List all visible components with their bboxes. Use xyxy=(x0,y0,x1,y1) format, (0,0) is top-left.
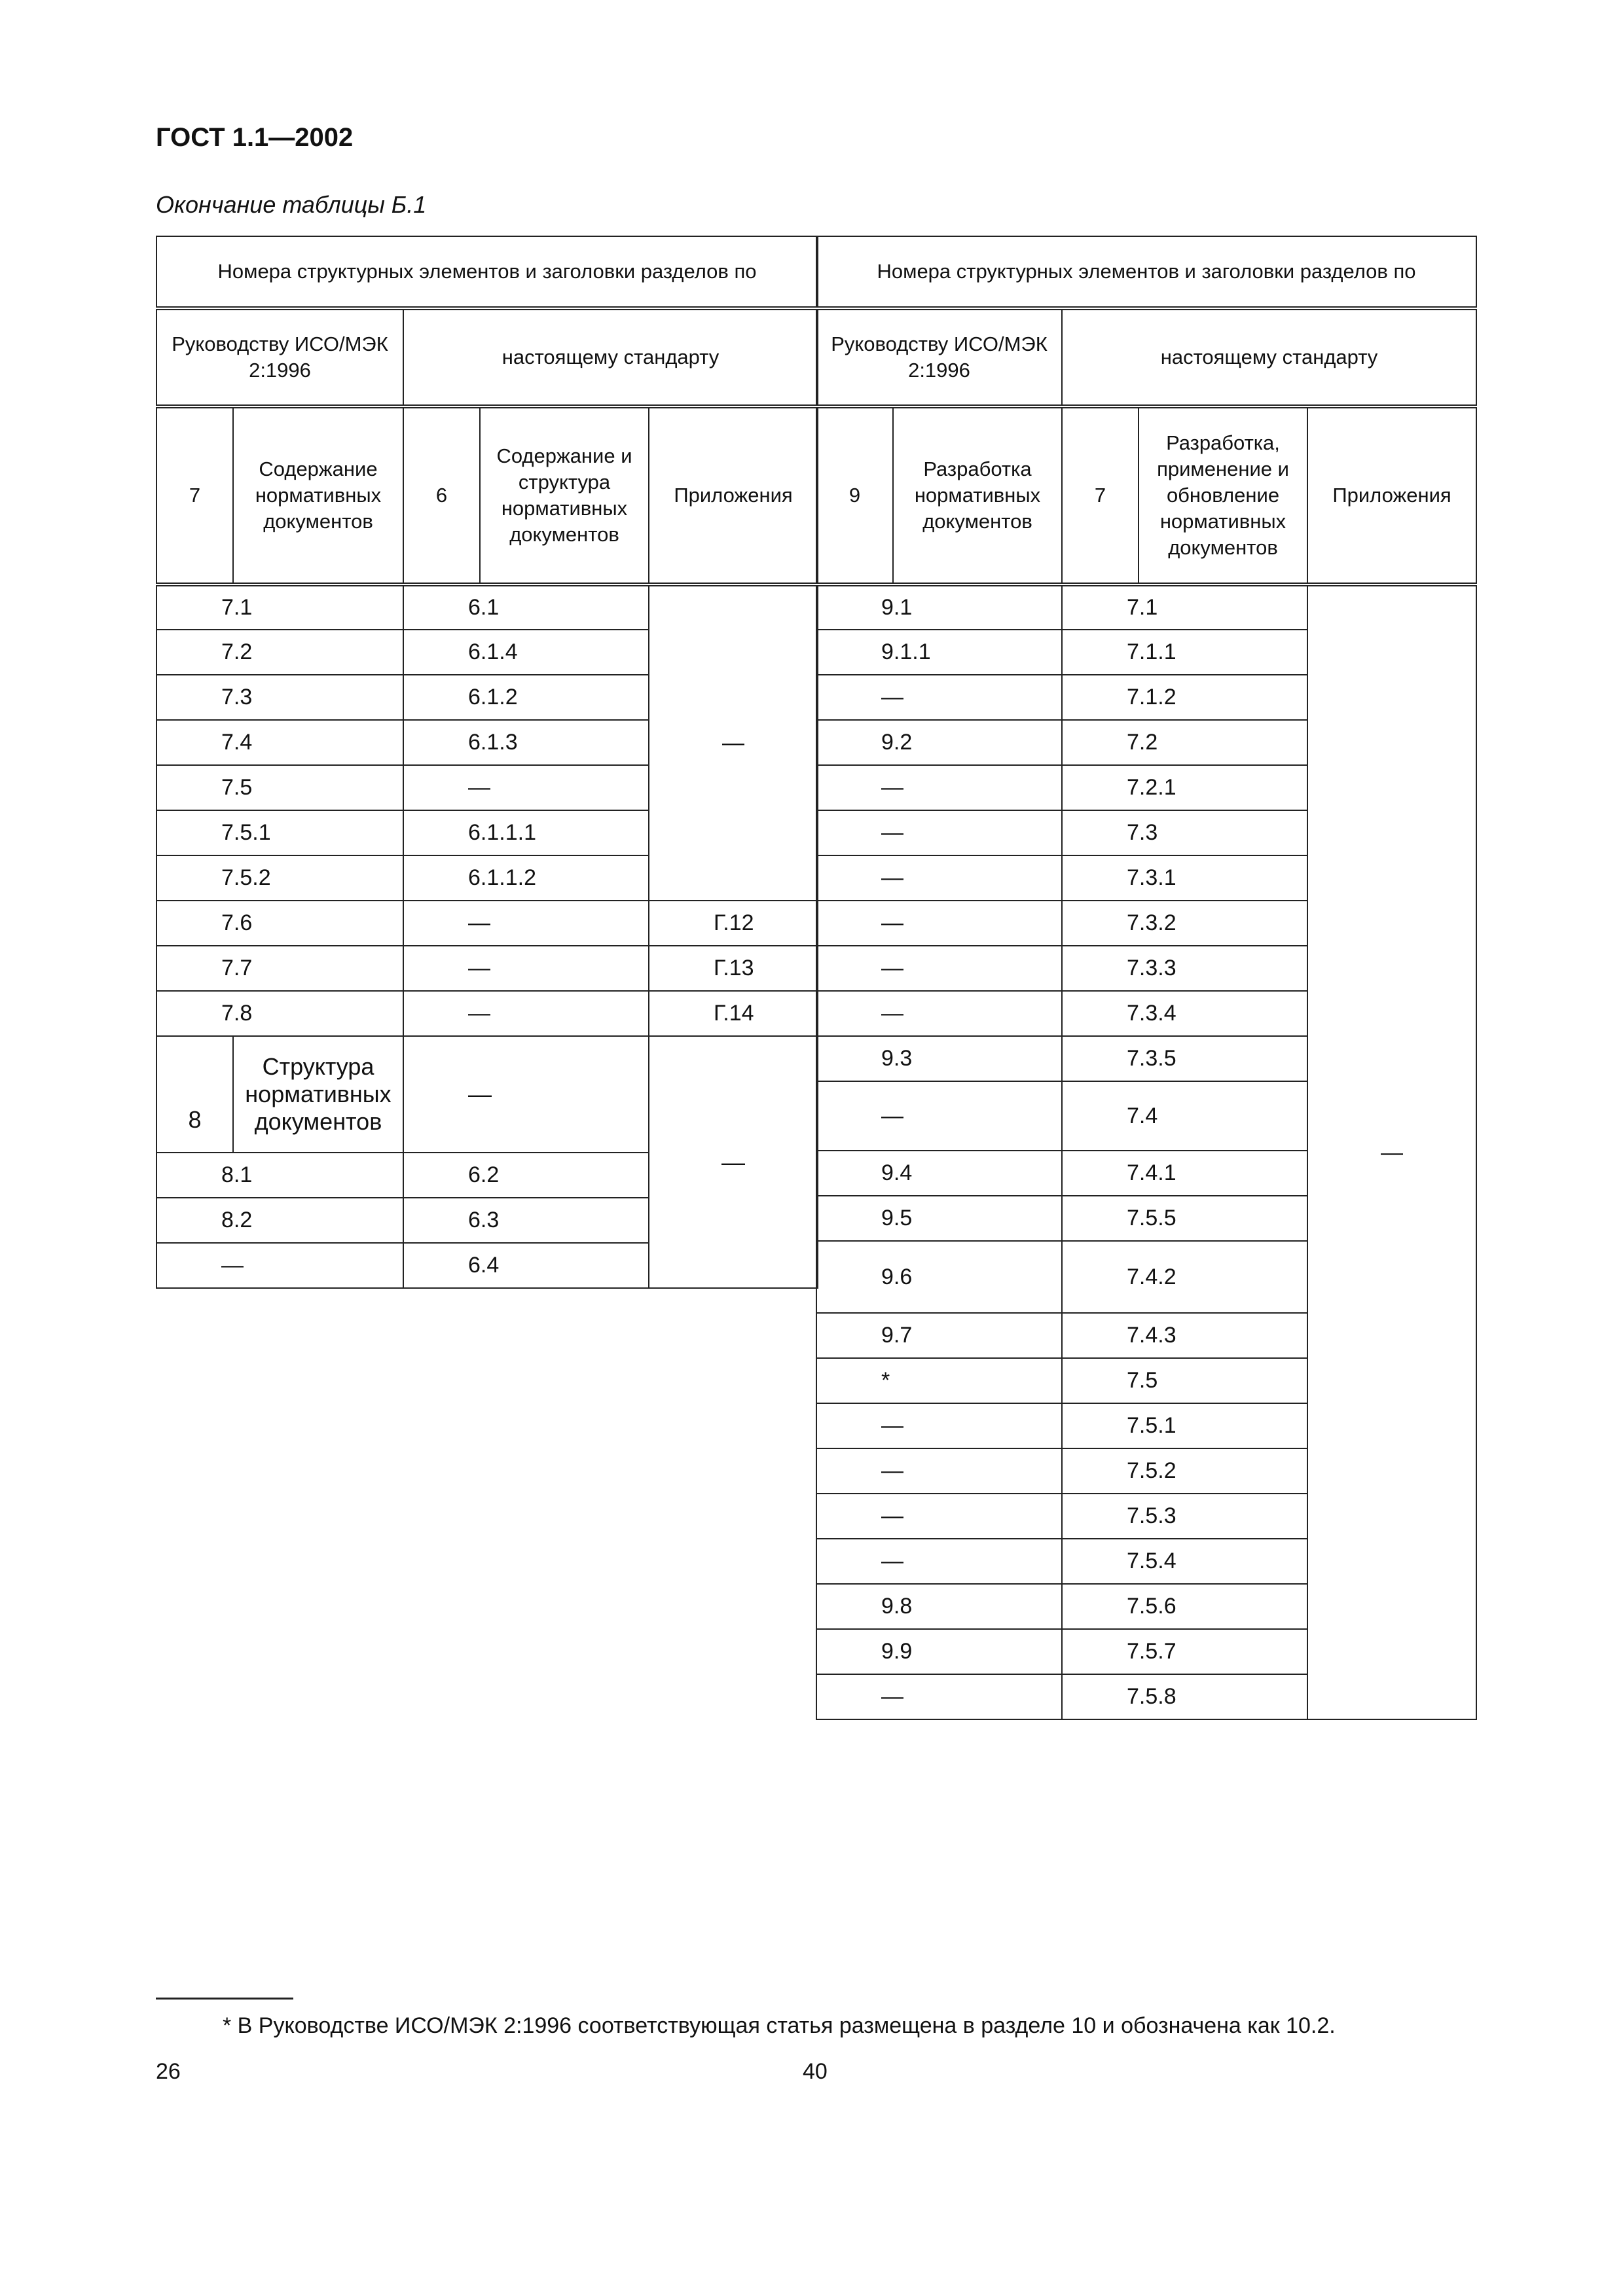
right-std-cell: 7.3 xyxy=(1062,810,1307,855)
right-guide-cell: 9.7 xyxy=(816,1313,1062,1358)
right-std-cell: 7.5 xyxy=(1062,1358,1307,1403)
right-section-title: Разработка нормативных документов xyxy=(893,406,1062,584)
right-guide-cell: — xyxy=(816,1494,1062,1539)
left-header-standard: настоящему стандарту xyxy=(403,308,818,406)
right-guide-cell: — xyxy=(816,1081,1062,1151)
right-guide-cell: — xyxy=(816,991,1062,1036)
left-std-section-title: Содержание и структура нормативных документов xyxy=(480,406,649,584)
left-guide-cell: 8.1 xyxy=(156,1153,403,1198)
document-header: ГОСТ 1.1—2002 xyxy=(156,123,354,152)
right-std-cell: 7.5.1 xyxy=(1062,1403,1307,1448)
right-guide-cell: — xyxy=(816,946,1062,991)
left-header-main: Номера структурных элементов и заголовки разделов по xyxy=(156,236,818,308)
right-std-section-title: Разработка, применение и обновление нормативных документов xyxy=(1139,406,1307,584)
right-guide-cell: 9.4 xyxy=(816,1151,1062,1196)
right-guide-cell: 9.1.1 xyxy=(816,630,1062,675)
right-guide-cell: 9.9 xyxy=(816,1629,1062,1674)
table-row xyxy=(156,901,818,946)
right-std-cell: 7.3.5 xyxy=(1062,1036,1307,1081)
left-guide-cell: 7.5 xyxy=(156,765,403,810)
left-guide-cell: 7.2 xyxy=(156,630,403,675)
right-guide-cell: 9.1 xyxy=(816,584,1062,630)
left-std-cell: 6.1.1.1 xyxy=(403,810,649,855)
left-section8-std: — xyxy=(403,1036,649,1153)
right-appendix-merged: — xyxy=(1307,584,1476,1719)
right-std-cell: 7.5.8 xyxy=(1062,1674,1307,1719)
right-std-cell: 7.4.3 xyxy=(1062,1313,1307,1358)
left-std-cell: 6.2 xyxy=(403,1153,649,1198)
right-std-cell: 7.2.1 xyxy=(1062,765,1307,810)
right-guide-cell: 9.6 xyxy=(816,1241,1062,1313)
left-section-title: Содержание нормативных документов xyxy=(233,406,403,584)
left-guide-cell: 7.5.2 xyxy=(156,855,403,901)
right-guide-cell: — xyxy=(816,901,1062,946)
right-table xyxy=(816,236,1477,1720)
left-std-cell: 6.1.4 xyxy=(403,630,649,675)
right-header-guide: Руководству ИСО/МЭК 2:1996 xyxy=(816,308,1062,406)
left-appendix-header: Приложения xyxy=(649,406,818,584)
right-header-standard: настоящему стандарту xyxy=(1062,308,1476,406)
right-std-cell: 7.4.1 xyxy=(1062,1151,1307,1196)
right-guide-cell: — xyxy=(816,810,1062,855)
table-caption: Окончание таблицы Б.1 xyxy=(156,191,427,218)
left-section8-title: Структура нормативных документов xyxy=(233,1036,403,1153)
left-std-cell: 6.1 xyxy=(403,584,649,630)
page-number-left: 26 xyxy=(156,2059,181,2084)
right-std-cell: 7.3.1 xyxy=(1062,855,1307,901)
right-guide-cell: 9.3 xyxy=(816,1036,1062,1081)
left-guide-cell: — xyxy=(156,1243,403,1288)
left-table xyxy=(156,236,818,1289)
footnote: * В Руководстве ИСО/МЭК 2:1996 соответствующая статья размещена в разделе 10 и обозначена как 10.2. xyxy=(223,2013,1336,2038)
left-std-cell: 6.1.3 xyxy=(403,720,649,765)
right-guide-cell: * xyxy=(816,1358,1062,1403)
page-number-center: 40 xyxy=(803,2059,828,2084)
right-std-cell: 7.1.1 xyxy=(1062,630,1307,675)
left-std-cell: — xyxy=(403,946,649,991)
left-std-cell: 6.4 xyxy=(403,1243,649,1288)
right-guide-cell: — xyxy=(816,675,1062,720)
table-row xyxy=(156,1036,818,1153)
left-guide-cell: 7.3 xyxy=(156,675,403,720)
right-section-number: 9 xyxy=(816,406,893,584)
left-guide-cell: 7.1 xyxy=(156,584,403,630)
left-header-guide: Руководству ИСО/МЭК 2:1996 xyxy=(156,308,403,406)
left-std-cell: 6.3 xyxy=(403,1198,649,1243)
right-std-cell: 7.1.2 xyxy=(1062,675,1307,720)
right-std-cell: 7.3.3 xyxy=(1062,946,1307,991)
left-guide-cell: 8.2 xyxy=(156,1198,403,1243)
right-guide-cell: — xyxy=(816,1403,1062,1448)
left-appendix-cell: Г.13 xyxy=(649,946,818,991)
left-std-cell: — xyxy=(403,765,649,810)
right-std-cell: 7.3.4 xyxy=(1062,991,1307,1036)
right-appendix-header: Приложения xyxy=(1307,406,1476,584)
right-guide-cell: 9.8 xyxy=(816,1584,1062,1629)
right-guide-cell: 9.2 xyxy=(816,720,1062,765)
left-section-number: 7 xyxy=(156,406,233,584)
table-row xyxy=(816,584,1476,630)
left-guide-cell: 7.6 xyxy=(156,901,403,946)
right-std-cell: 7.5.7 xyxy=(1062,1629,1307,1674)
left-section8-number: 8 xyxy=(156,1036,233,1153)
right-std-cell: 7.5.6 xyxy=(1062,1584,1307,1629)
left-appendix-cell: Г.14 xyxy=(649,991,818,1036)
left-appendix-cell: Г.12 xyxy=(649,901,818,946)
left-guide-cell: 7.7 xyxy=(156,946,403,991)
right-guide-cell: — xyxy=(816,1448,1062,1494)
left-std-cell: — xyxy=(403,991,649,1036)
right-std-cell: 7.4.2 xyxy=(1062,1241,1307,1313)
left-guide-cell: 7.4 xyxy=(156,720,403,765)
right-std-cell: 7.4 xyxy=(1062,1081,1307,1151)
right-std-cell: 7.2 xyxy=(1062,720,1307,765)
left-guide-cell: 7.5.1 xyxy=(156,810,403,855)
right-guide-cell: — xyxy=(816,855,1062,901)
table-row xyxy=(156,991,818,1036)
left-appendix-merged: — xyxy=(649,584,818,901)
footnote-separator xyxy=(156,1998,293,2000)
right-guide-cell: — xyxy=(816,765,1062,810)
right-std-section-number: 7 xyxy=(1062,406,1139,584)
right-std-cell: 7.5.2 xyxy=(1062,1448,1307,1494)
left-std-cell: 6.1.2 xyxy=(403,675,649,720)
left-appendix-merged-2: — xyxy=(649,1036,818,1288)
right-std-cell: 7.1 xyxy=(1062,584,1307,630)
left-std-cell: — xyxy=(403,901,649,946)
right-guide-cell: — xyxy=(816,1674,1062,1719)
right-std-cell: 7.5.4 xyxy=(1062,1539,1307,1584)
right-std-cell: 7.5.5 xyxy=(1062,1196,1307,1241)
table-row xyxy=(156,584,818,630)
right-header-main: Номера структурных элементов и заголовки разделов по xyxy=(816,236,1476,308)
right-guide-cell: 9.5 xyxy=(816,1196,1062,1241)
right-std-cell: 7.3.2 xyxy=(1062,901,1307,946)
left-guide-cell: 7.8 xyxy=(156,991,403,1036)
left-std-cell: 6.1.1.2 xyxy=(403,855,649,901)
left-std-section-number: 6 xyxy=(403,406,480,584)
right-std-cell: 7.5.3 xyxy=(1062,1494,1307,1539)
right-guide-cell: — xyxy=(816,1539,1062,1584)
table-row xyxy=(156,946,818,991)
